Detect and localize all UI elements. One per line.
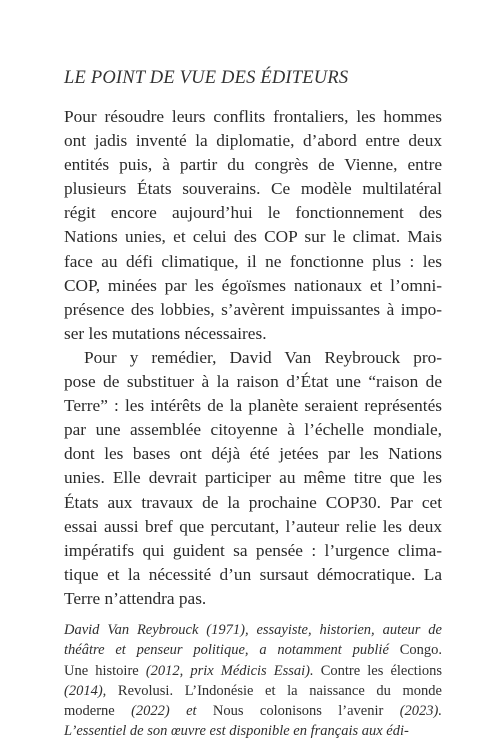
text-line: présence des lobbies, s’avèrent impuissantes à impo- (64, 299, 442, 319)
italic-text: (2022) et (131, 703, 213, 720)
title-text: Contre les élections (313, 662, 442, 679)
bio-line (64, 620, 442, 640)
bio-line (64, 721, 442, 741)
italic-text: théâtre et penseur politique, a notamment publié (64, 642, 400, 659)
text-line: impératifs qui guident sa pensée : l’urgence clima- (64, 540, 442, 560)
text-line: États aux travaux de la prochaine COP30. Par cet (64, 492, 442, 512)
text-line: par une assemblée citoyenne à l’échelle mondiale, (64, 420, 442, 440)
text-line: unies. Elle devrait participer au même titre que les (64, 468, 442, 488)
italic-text: (2012, prix Médicis Essai). (145, 662, 314, 679)
text-line: Nations unies, et celui des COP sur le climat. Mais (64, 227, 442, 247)
italic-text: (2023). (399, 703, 443, 720)
text-line: tique et la nécessité d’un sursaut démocratique. La (64, 564, 442, 584)
text-line: essai aussi bref que percutant, l’auteur relie les deux (64, 516, 442, 536)
text-line: face au défi climatique, il ne fonctionne plus : les (64, 251, 442, 271)
bio-line (64, 640, 442, 660)
italic-text: (2014), (64, 682, 118, 699)
text-line: Terre n’attendra pas. (64, 588, 207, 608)
section-heading: LE POINT DE VUE DES ÉDITEURS (64, 68, 349, 88)
text-line: entités puis, à partir du congrès de Vienne, entre (64, 155, 442, 175)
title-text: moderne (64, 703, 132, 720)
text-line: régit encore aujourd’hui le fonctionnement des (64, 203, 442, 223)
author-bio (64, 620, 442, 742)
bio-line (64, 661, 442, 681)
title-text: Une histoire (64, 662, 146, 679)
text-line: dont les bases ont déjà été jetées par les Nations (64, 444, 442, 464)
paragraph-2 (64, 346, 442, 611)
text-line: pose de substituer à la raison d’État une “raison de (64, 372, 442, 392)
paragraph-1 (64, 105, 442, 346)
text-line: plusieurs États souverains. Ce modèle multilatéral (64, 179, 442, 199)
text-line: Pour résoudre leurs conflits frontaliers, les hommes (64, 107, 442, 126)
title-text: Congo. (399, 642, 442, 659)
bio-line (64, 701, 442, 721)
text-line: Terre” : les intérêts de la planète seraient représentés (64, 396, 442, 416)
publisher-summary (64, 105, 442, 611)
bio-line (64, 681, 442, 701)
text-line: COP, minées par les égoïsmes nationaux et l’omni- (64, 275, 442, 295)
title-text: Revolusi. L’Indonésie et la naissance du monde (117, 682, 442, 699)
text-line: ser les mutations nécessaires. (64, 323, 267, 343)
title-text: Nous colonisons l’avenir (212, 703, 400, 720)
italic-text: David Van Reybrouck (1971), essayiste, historien, auteur de (64, 622, 442, 638)
text-line: ont jadis inventé la diplomatie, d’abord entre deux (64, 131, 442, 151)
italic-text: L’essentiel de son œuvre est disponible en français aux édi- (64, 723, 409, 740)
text-line: Pour y remédier, David Van Reybrouck pro- (84, 347, 442, 367)
